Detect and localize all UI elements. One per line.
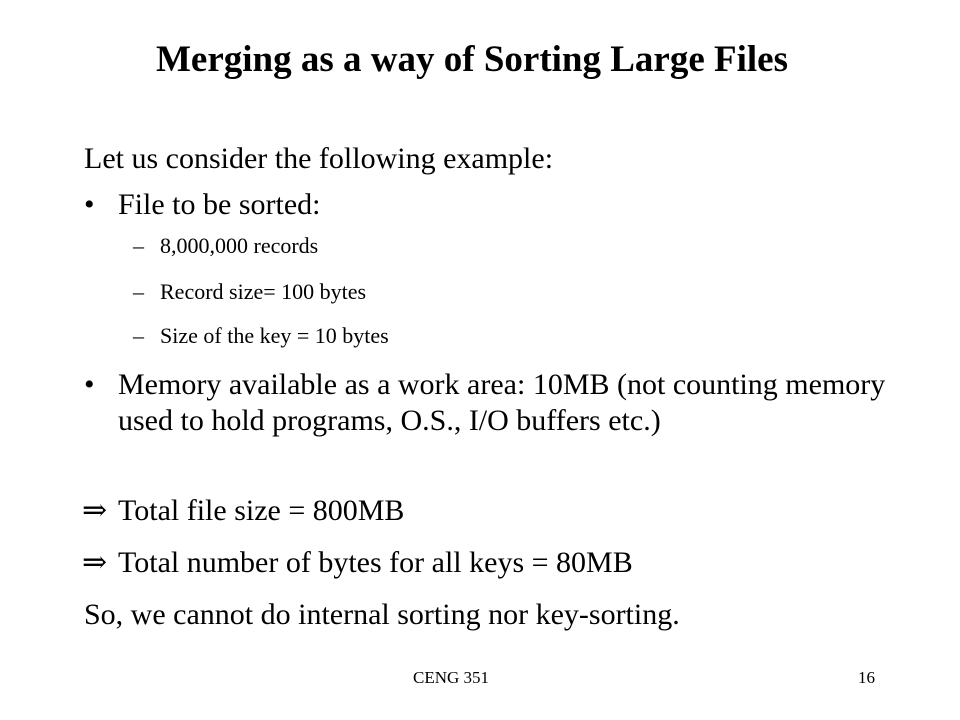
subitem-records: 8,000,000 records — [160, 233, 319, 258]
slide-title: Merging as a way of Sorting Large Files — [156, 39, 788, 80]
subitem-record-size: Record size= 100 bytes — [160, 279, 367, 304]
implies-arrow-icon: ⇒ — [82, 494, 108, 527]
implies-arrow-icon: ⇒ — [82, 546, 108, 579]
bullet-file-to-be-sorted: File to be sorted: — [118, 188, 321, 221]
bullet-memory-available: Memory available as a work area: 10MB (not counting memory used to hold programs, O.S., I/O buffers etc.) — [118, 368, 886, 437]
dash-marker: – — [133, 279, 144, 304]
subitem-key-size: Size of the key = 10 bytes — [160, 323, 389, 348]
implication-total-file-size: Total file size = 800MB — [118, 494, 405, 527]
footer-page-number: 16 — [858, 668, 875, 687]
conclusion-text: So, we cannot do internal sorting nor key-sorting. — [84, 598, 680, 631]
footer-course: CENG 351 — [413, 668, 490, 687]
bullet-marker: • — [84, 368, 95, 401]
intro-text: Let us consider the following example: — [84, 142, 554, 175]
implication-total-key-bytes: Total number of bytes for all keys = 80MB — [118, 546, 633, 579]
dash-marker: – — [133, 233, 144, 258]
dash-marker: – — [133, 323, 144, 348]
bullet-marker: • — [84, 188, 95, 221]
